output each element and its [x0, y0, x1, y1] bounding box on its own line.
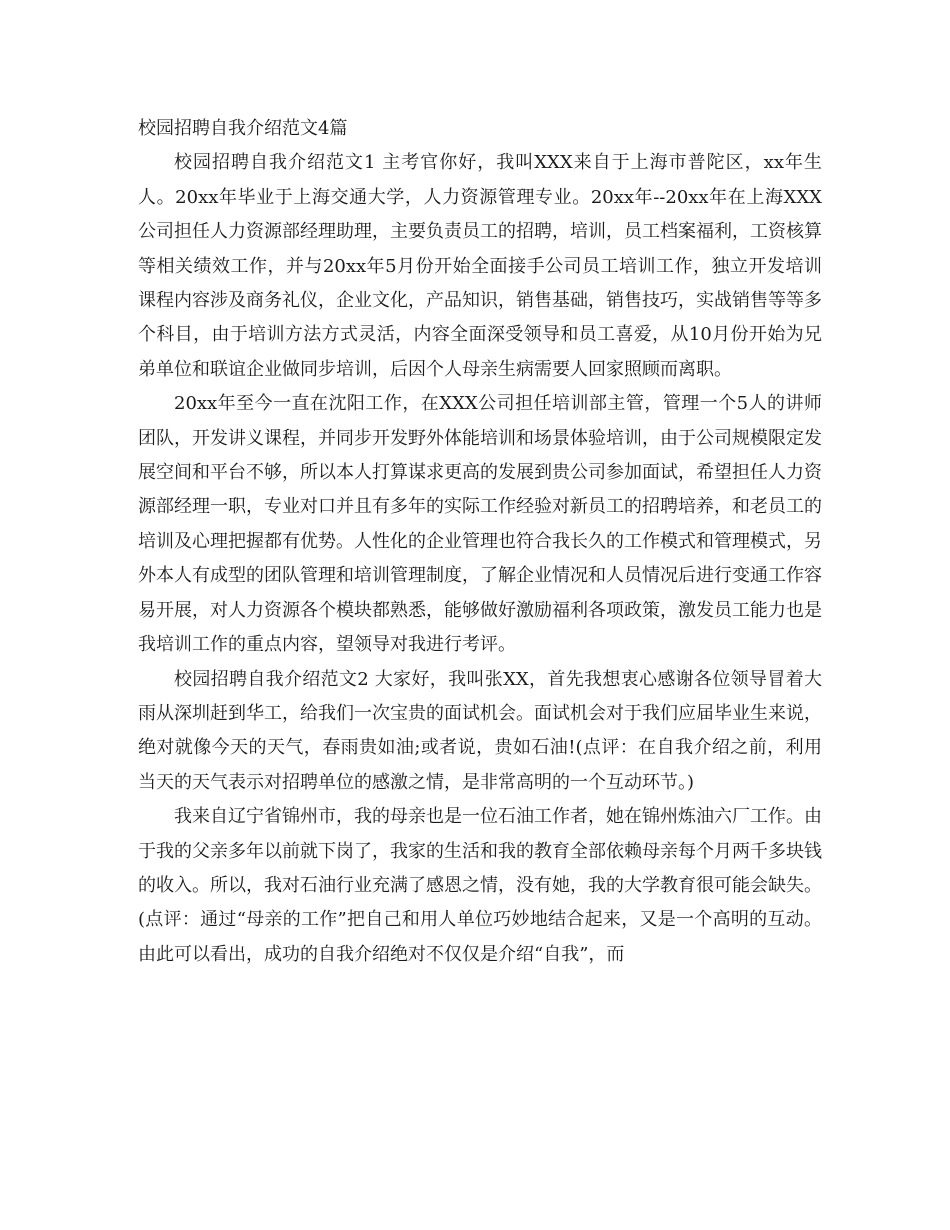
paragraph-3: 校园招聘自我介绍范文2 大家好，我叫张XX，首先我想衷心感谢各位领导冒着大雨从深圳赶到华工，给我们一次宝贵的面试机会。面试机会对于我们应届毕业生来说，绝对就像今天的天气，春雨贵如油;或者说，贵如石油!(点评：在自我介绍之前，利用当天的天气表示对招聘单位的感激之情，是非常高明的一个互动环节。): [138, 668, 822, 793]
document-title: 校园招聘自我介绍范文4篇: [138, 118, 348, 139]
document-body: [138, 112, 822, 972]
paragraph-2: 20xx年至今一直在沈阳工作，在XXX公司担任培训部主管，管理一个5人的讲师团队，开发讲义课程，并同步开发野外体能培训和场景体验培训，由于公司规模限定发展空间和平台不够，所以本人打算谋求更高的发展到贵公司参加面试，希望担任人力资源部经理一职，专业对口并且有多年的实际工作经验对新员工的招聘培养，和老员工的培训及心理把握都有优势。人性化的企业管理也符合我长久的工作模式和管理模式，另外本人有成型的团队管理和培训管理制度，了解企业情况和人员情况后进行变通工作容易开展，对人力资源各个模块都熟悉，能够做好激励福利各项政策，激发员工能力也是我培训工作的重点内容，望领导对我进行考评。: [138, 393, 822, 656]
paragraph-1: 校园招聘自我介绍范文1 主考官你好，我叫XXX来自于上海市普陀区，xx年生人。20xx年毕业于上海交通大学，人力资源管理专业。20xx年--20xx年在上海XXX公司担任人力资源部经理助理，主要负责员工的招聘，培训，员工档案福利，工资核算等相关绩效工作，并与20xx年5月份开始全面接手公司员工培训工作，独立开发培训课程内容涉及商务礼仪，企业文化，产品知识，销售基础，销售技巧，实战销售等等多个科目，由于培训方法方式灵活，内容全面深受领导和员工喜爱，从10月份开始为兄弟单位和联谊企业做同步培训，后因个人母亲生病需要人回家照顾而离职。: [138, 152, 822, 380]
paragraph-4: 我来自辽宁省锦州市，我的母亲也是一位石油工作者，她在锦州炼油六厂工作。由于我的父亲多年以前就下岗了，我家的生活和我的教育全部依赖母亲每个月两千多块钱的收入。所以，我对石油行业充满了感恩之情，没有她，我的大学教育很可能会缺失。(点评：通过“母亲的工作”把自己和用人单位巧妙地结合起来，又是一个高明的互动。由此可以看出，成功的自我介绍绝对不仅仅是介绍“自我”，而: [138, 806, 822, 965]
